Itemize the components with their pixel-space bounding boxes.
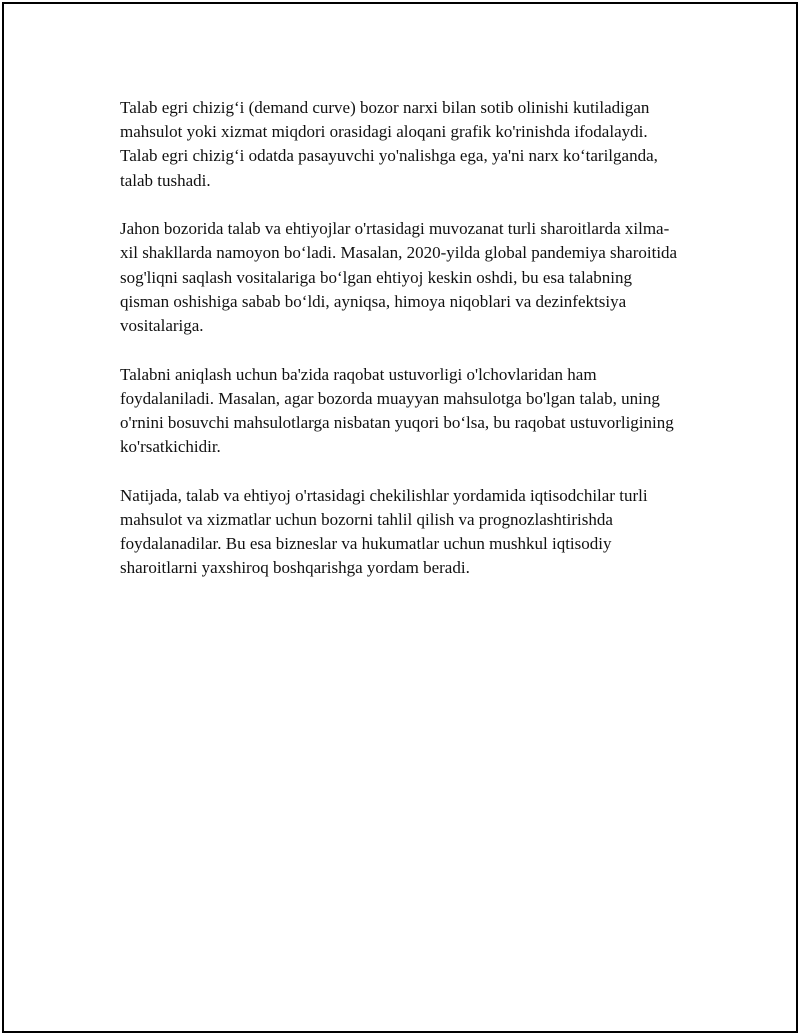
paragraph-demand-curve: Talab egri chizig‘i (demand curve) bozor narxi bilan sotib olinishi kutiladigan mahsulot yoki xizmat miqdori orasidagi aloqani grafik ko'rinishda ifodalaydi. Talab egri chizig‘i odatda pasayuvchi yo'nalishga ega, ya'ni narx ko‘tarilganda, talab tushadi. xyxy=(120,98,658,190)
document-page xyxy=(2,2,798,1033)
paragraph-conclusion: Natijada, talab va ehtiyoj o'rtasidagi chekilishlar yordamida iqtisodchilar turli mahsulot va xizmatlar uchun bozorni tahlil qilish va prognozlashtirishda foydalanadilar. Bu esa bizneslar va hukumatlar uchun mushkul iqtisodiy sharoitlarni yaxshiroq boshqarishga yordam beradi. xyxy=(120,485,648,578)
paragraph-global-market: Jahon bozorida talab va ehtiyojlar o'rtasidagi muvozanat turli sharoitlarda xilma-xil shakllarda namoyon bo‘ladi. Masalan, 2020-yilda global pandemiya sharoitida sog'liqni saqlash vositalariga bo‘lgan ehtiyoj keskin oshdi, bu esa talabning qisman oshishiga sabab bo‘ldi, ayniqsa, himoya niqoblari va dezinfektsiya vositalariga. xyxy=(120,219,678,336)
document-body xyxy=(120,96,680,605)
paragraph-competitive-advantage: Talabni aniqlash uchun ba'zida raqobat ustuvorligi o'lchovlaridan ham foydalaniladi. Masalan, agar bozorda muayyan mahsulotga bo'lgan talab, uning o'rnini bosuvchi mahsulotlarga nisbatan yuqori bo‘lsa, bu raqobat ustuvorligining ko'rsatkichidir. xyxy=(120,364,674,457)
